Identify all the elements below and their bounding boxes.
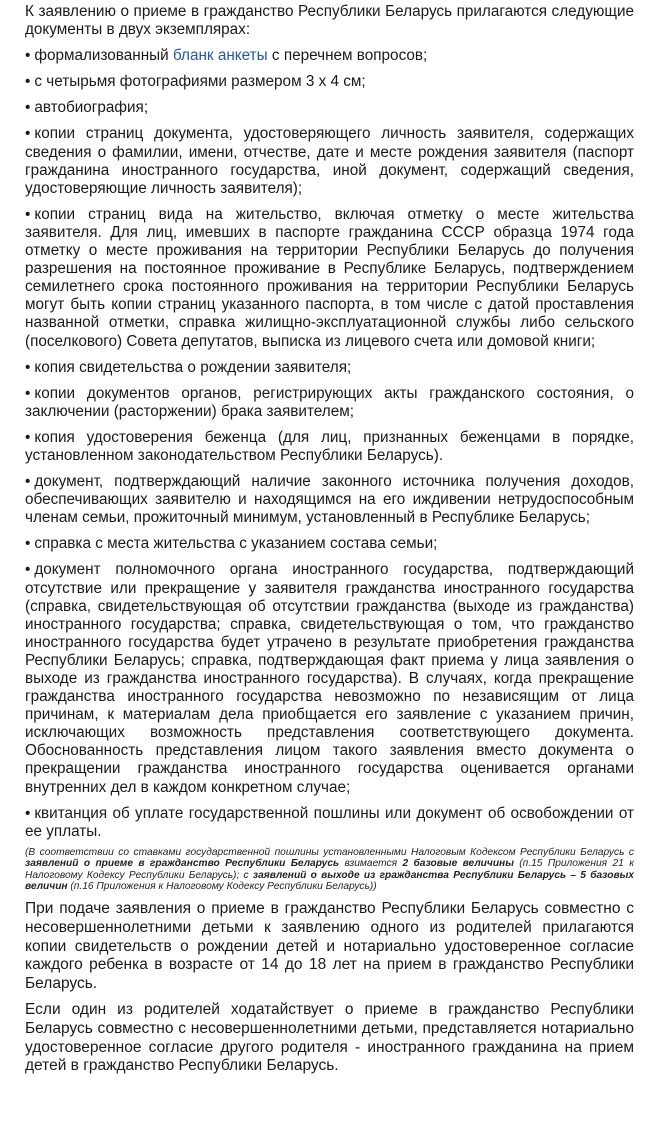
item-text: копии страниц вида на жительство, включая отметку о месте жительства заявителя. Для лиц, имевших в паспорте гражданина СССР образца 1974 года отметку о месте проживания на территории Республики Беларусь до получения разрешения на постоянное проживание в Республике Беларусь, подтверждением семилетнего срока постоянного проживания на территории Республики Беларусь могут быть копии страниц указанного паспорта, в том числе с датой проставления названной отметки, справка жилищно-эксплуатационной службы либо сельского (поселкового) Совета депутатов, выписка из лицевого счета или домовой книги; [25,205,634,350]
item-text: копии документов органов, регистрирующих акты гражданского состояния, о заключении (расторжении) брака заявителем; [25,384,634,420]
note-bold: 2 базовые величины [402,858,514,870]
paragraph-children: При подаче заявления о приеме в гражданство Республики Беларусь совместно с несовершеннолетними детьми к заявлению одного из родителей прилагаются копии свидетельств о рождении детей и нотариально удостоверенное согласие каждого ребенка в возрасте от 14 до 18 лет на прием в гражданство Республики Беларусь. [25,900,634,992]
bullet: • [25,358,31,376]
list-item [25,385,634,421]
list-item [25,535,634,553]
list-item [25,805,634,841]
bullet: • [25,47,31,65]
list-item [25,359,634,377]
item-text: копия удостоверения беженца (для лиц, признанных беженцами в порядке, установленном законодательством Республики Беларусь). [25,428,634,464]
item-text: с перечнем вопросов; [267,47,428,65]
form-template-link[interactable]: бланк анкеты [172,47,268,65]
item-text: копии страниц документа, удостоверяющего личность заявителя, содержащих сведения о фамилии, имени, отчестве, дате и месте рождения заявителя (паспорт гражданина иностранного государства, иной документ, содержащий сведения, удостоверяющие личность заявителя); [25,125,634,197]
bullet: • [25,125,31,143]
bullet: • [25,73,31,91]
list-item [25,561,634,796]
bullet: • [25,561,31,579]
bullet: • [25,99,31,117]
bullet: • [25,535,31,553]
list-item [25,473,634,527]
item-text: квитанция об уплате государственной пошлины или документ об освобождении от ее уплаты. [25,804,634,840]
bullet: • [25,205,31,223]
paragraph-parent-consent: Если один из родителей ходатайствует о приеме в гражданство Республики Беларусь совместно с несовершеннолетними детьми, представляется нотариально удостоверенное согласие другого родителя - иностранного гражданина на прием детей в гражданство Республики Беларусь. [25,1001,634,1075]
bullet: • [25,473,31,491]
list-item [25,206,634,351]
item-text: документ полномочного органа иностранного государства, подтверждающий отсутствие или прекращение у заявителя гражданства иностранного государства (справка, свидетельствующая об отсутствии гражданства (выходе из гражданства) иностранного государства; справка, свидетельствующая о том, что гражданство иностранного государства будет утрачено в результате приобретения гражданства Республики Беларусь; справка, подтверждающая факт приема у лица заявления о выходе из гражданства иностранного государства). В случаях, когда прекращение гражданства иностранного государства невозможно по независящим от лица причинам, к материалам дела приобщается его заявление с указанием причин, исключающих возможность представления соответствующего документа. Обоснованность представления лицом такого заявления вместо документа о прекращении гражданства иностранного государства оценивается органами внутренних дел в каждом конкретном случае; [25,561,634,796]
bullet: • [25,428,31,446]
list-item [25,429,634,465]
bullet: • [25,804,31,822]
bullet: • [25,384,31,402]
fee-note [25,847,634,893]
note-bold: заявлений о выходе из гражданства Республики Беларусь – 5 базовых величин [25,869,634,893]
item-text: с четырьмя фотографиями размером 3 х 4 см; [34,73,366,91]
list-item [25,47,634,65]
note-text: (п.16 Приложения к Налоговому Кодексу Республики Беларусь)) [67,881,377,893]
item-text: документ, подтверждающий наличие законного источника получения доходов, обеспечивающих заявителю и находящимся на его иждивении нетрудоспособным членам семьи, прожиточный минимум, установленный в Республике Беларусь; [25,473,634,527]
list-item [25,99,634,117]
note-text: взимается [339,858,403,870]
list-item [25,73,634,91]
item-text: автобиография; [34,99,149,117]
item-text: формализованный [34,47,173,65]
note-text: (В соответствии со ставками государственной пошлины установленными Налоговым Кодексом Республики Беларусь с [25,846,634,858]
note-text: (п.15 Приложения 21 к Налоговому Кодексу Республики Беларусь); с [25,858,635,881]
intro-text: К заявлению о приеме в гражданство Республики Беларусь прилагаются следующие документы в двух экземплярах: [25,3,634,39]
list-item [25,125,634,197]
item-text: копия свидетельства о рождении заявителя; [34,358,352,376]
note-bold: заявлений о приеме в гражданство Республики Беларусь [25,858,340,870]
item-text: справка с места жительства с указанием состава семьи; [34,535,438,553]
